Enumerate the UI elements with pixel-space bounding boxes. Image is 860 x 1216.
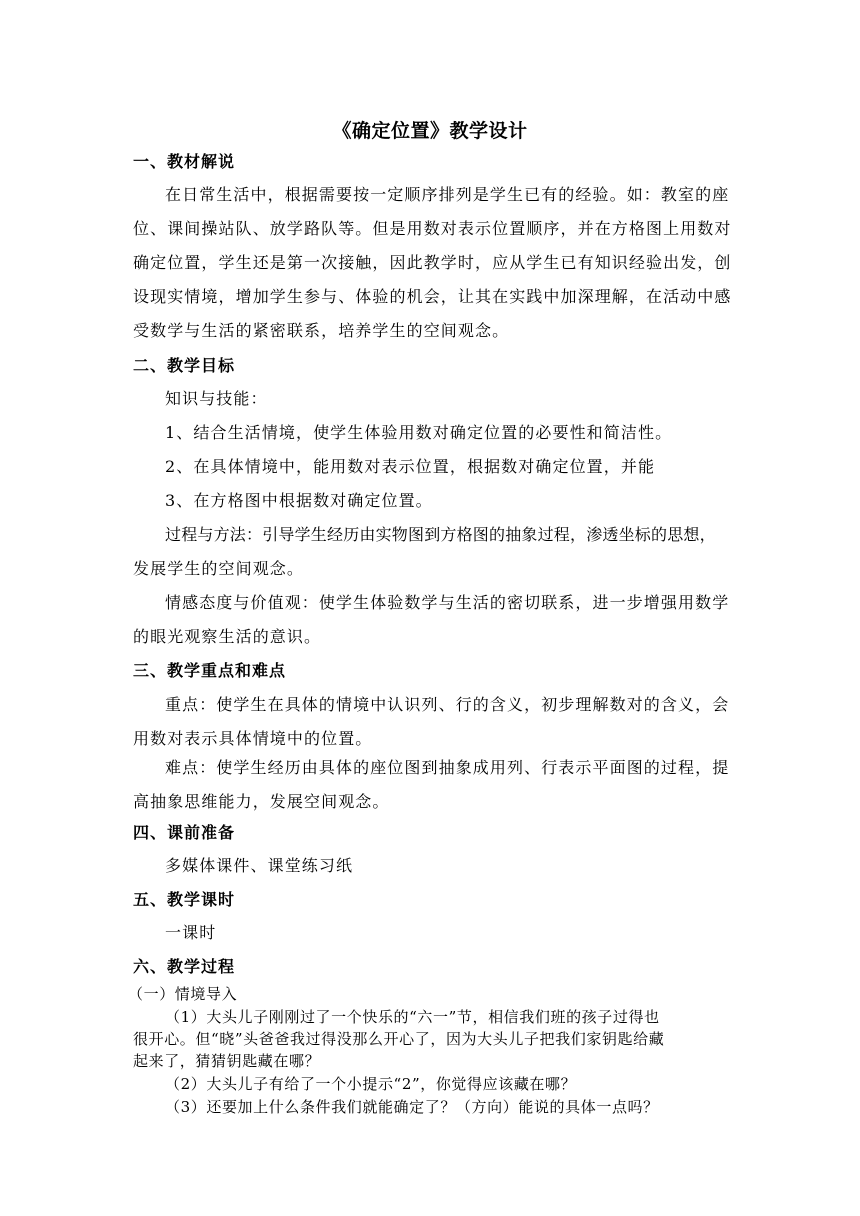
goal-item: 3、在方格图中根据数对确定位置。 xyxy=(165,491,433,510)
paragraph-line: （2）大头儿子有给了一个小提示“2”，你觉得应该藏在哪？ xyxy=(165,1075,577,1093)
paragraph-line: 的眼光观察生活的意识。 xyxy=(133,627,322,646)
goal-item: 2、在具体情境中，能用数对表示位置，根据数对确定位置，并能 xyxy=(165,457,656,476)
section-heading-1: 一、教材解说 xyxy=(133,152,236,171)
paragraph-line: 发展学生的空间观念。 xyxy=(133,559,305,578)
paragraph-line: 位、课间操站队、放学路队等。但是用数对表示位置顺序，并在方格图上用数对 xyxy=(133,219,732,238)
paragraph-line: 多媒体课件、课堂练习纸 xyxy=(165,856,354,875)
knowledge-label: 知识与技能： xyxy=(165,389,268,408)
paragraph-line: 很开心。但“晓”头爸爸我过得没那么开心了，因为大头儿子把我们家钥匙给藏 xyxy=(133,1030,665,1048)
paragraph-line: 高抽象思维能力，发展空间观念。 xyxy=(133,792,390,811)
paragraph-line: （1）大头儿子刚刚过了一个快乐的“六一”节，相信我们班的孩子过得也 xyxy=(165,1008,660,1026)
paragraph-line: 重点：使学生在具体的情境中认识列、行的含义，初步理解数对的含义，会 xyxy=(165,695,730,714)
section-heading-5: 五、教学课时 xyxy=(133,890,236,909)
section-heading-4: 四、课前准备 xyxy=(133,823,236,842)
paragraph-line: 确定位置，学生还是第一次接触，因此教学时，应从学生已有知识经验出发，创 xyxy=(133,253,732,272)
paragraph-line: 受数学与生活的紧密联系，培养学生的空间观念。 xyxy=(133,321,510,340)
paragraph-line: （3）还要加上什么条件我们就能确定了？（方向）能说的具体一点吗？ xyxy=(165,1098,659,1116)
section-heading-2: 二、教学目标 xyxy=(133,356,236,375)
paragraph-line: 难点：使学生经历由具体的座位图到抽象成用列、行表示平面图的过程，提 xyxy=(165,758,730,777)
goal-item: 1、结合生活情境，使学生体验用数对确定位置的必要性和简洁性。 xyxy=(165,423,673,442)
paragraph-line: 情感态度与价值观：使学生体验数学与生活的密切联系，进一步增强用数学 xyxy=(165,593,730,612)
paragraph-line: 设现实情境，增加学生参与、体验的机会，让其在实践中加深理解，在活动中感 xyxy=(133,287,732,306)
subsection-heading: （一）情境导入 xyxy=(128,985,238,1003)
paragraph-line: 用数对表示具体情境中的位置。 xyxy=(133,729,373,748)
paragraph-line: 在日常生活中，根据需要按一定顺序排列是学生已有的经验。如：教室的座 xyxy=(165,185,730,204)
paragraph-line: 过程与方法：引导学生经历由实物图到方格图的抽象过程，渗透坐标的思想， xyxy=(165,525,716,544)
section-heading-6: 六、教学过程 xyxy=(133,957,236,976)
section-heading-3: 三、教学重点和难点 xyxy=(133,661,287,680)
paragraph-line: 起来了，猜猜钥匙藏在哪？ xyxy=(133,1052,321,1070)
document-title: 《确定位置》教学设计 xyxy=(332,120,528,142)
paragraph-line: 一课时 xyxy=(165,923,217,942)
